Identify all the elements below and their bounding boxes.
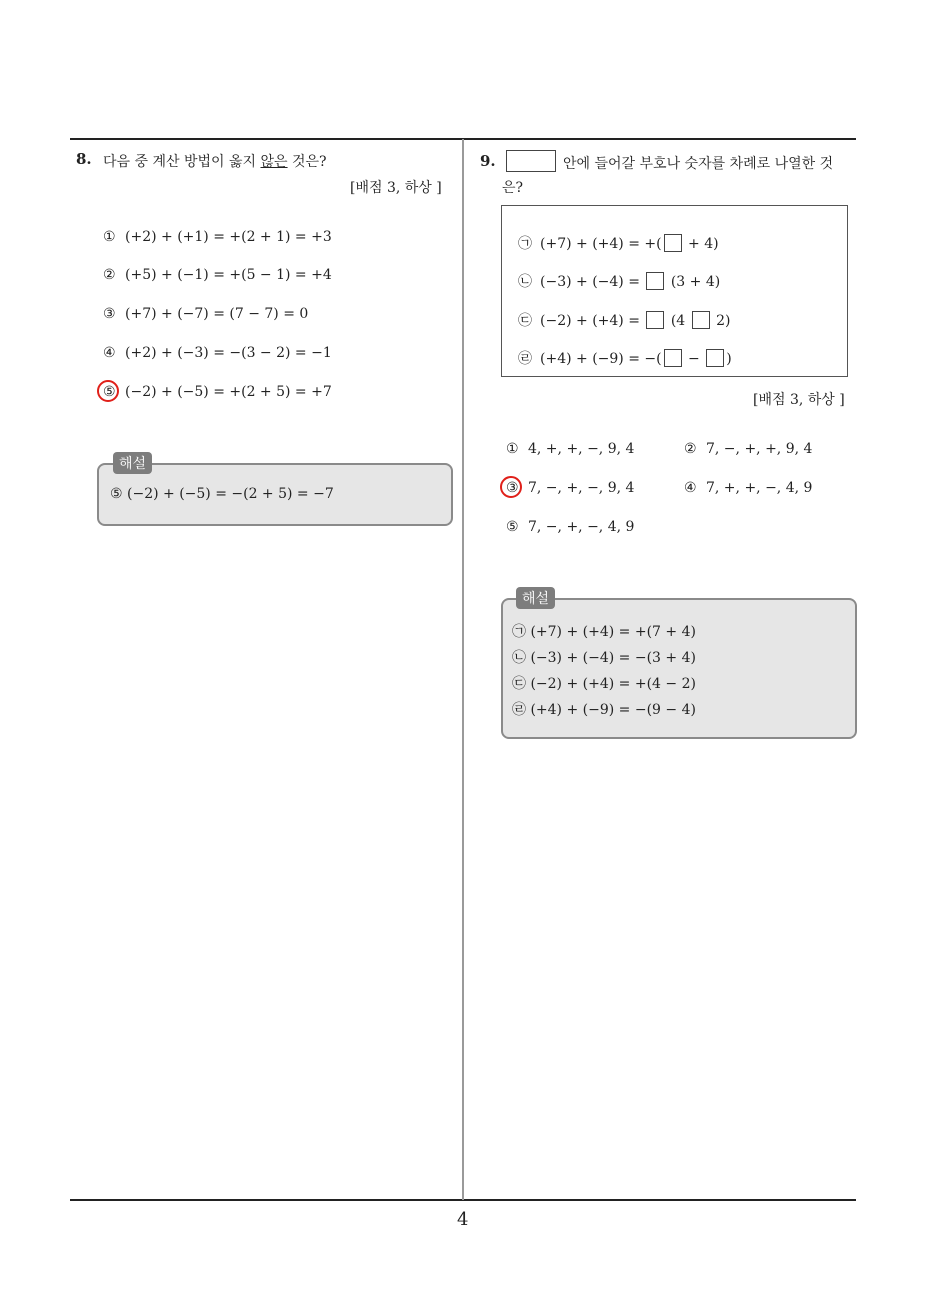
q8-choice-5[interactable] [103, 384, 332, 400]
choice-number: ① [103, 229, 116, 245]
q9-box-item-b [518, 271, 720, 291]
choice-expression: (+2) + (+1) = +(2 + 1) = +3 [125, 229, 332, 245]
q9-explanation-line-3: ㉢ (−2) + (+4) = +(4 − 2) [512, 676, 696, 692]
q9-number: 9. [480, 152, 496, 170]
column-divider [462, 139, 464, 1200]
q9-box-item-a [518, 233, 719, 253]
blank-square [646, 311, 664, 329]
q8-explanation-line: ⑤ (−2) + (−5) = −(2 + 5) = −7 [110, 486, 334, 502]
item-label: ㉢ [518, 313, 532, 329]
choice-number: ① [506, 441, 519, 457]
choice-number: ③ [506, 480, 519, 496]
item-expr-part: (3 + 4) [666, 274, 721, 290]
q8-answer-mark [97, 380, 119, 402]
q8-question [103, 151, 327, 171]
blank-square [706, 349, 724, 367]
q9-blank-box [506, 150, 556, 172]
item-expr-part: (4 [666, 313, 690, 329]
q9-explanation-line-2: ㉡ (−3) + (−4) = −(3 + 4) [512, 650, 696, 666]
choice-text: 7, −, +, −, 9, 4 [528, 480, 635, 496]
blank-square [692, 311, 710, 329]
q8-choice-3[interactable] [103, 306, 308, 322]
q8-choice-2[interactable] [103, 267, 332, 283]
item-expr-part: 2) [711, 313, 731, 329]
q9-explanation-line-1: ㉠ (+7) + (+4) = +(7 + 4) [512, 624, 696, 640]
choice-number: ④ [103, 345, 116, 361]
choice-text: 7, −, +, −, 4, 9 [528, 519, 635, 535]
q9-choice-1[interactable] [506, 441, 634, 457]
item-label: ㉡ [518, 274, 532, 290]
blank-square [646, 272, 664, 290]
choice-number: ④ [684, 480, 697, 496]
q9-explanation-tag: 해설 [516, 587, 555, 609]
item-expr-part: (−2) + (+4) = [540, 313, 645, 329]
q9-explanation-line-4: ㉣ (+4) + (−9) = −(9 − 4) [512, 702, 696, 718]
choice-number: ⑤ [103, 384, 116, 400]
q9-box-item-d [518, 348, 732, 368]
q8-text-after: 것은? [287, 154, 327, 170]
item-expr-part: (+7) + (+4) = +( [540, 236, 662, 252]
q9-box-item-c [518, 310, 731, 330]
blank-square [664, 234, 682, 252]
q8-text-before: 다음 중 계산 방법이 옳지 [103, 154, 261, 170]
q8-explanation-tag: 해설 [113, 452, 152, 474]
choice-expression: (+5) + (−1) = +(5 − 1) = +4 [125, 267, 332, 283]
choice-expression: (−2) + (−5) = +(2 + 5) = +7 [125, 384, 332, 400]
q9-question-line1: 안에 들어갈 부호나 숫자를 차례로 나열한 것 [563, 156, 834, 172]
choice-number: ③ [103, 306, 116, 322]
item-expr-part: ) [726, 351, 732, 367]
q9-choice-5[interactable] [506, 519, 634, 535]
item-expr-part: (+4) + (−9) = −( [540, 351, 662, 367]
choice-text: 7, +, +, −, 4, 9 [706, 480, 813, 496]
q9-choice-3[interactable] [506, 480, 634, 496]
choice-text: 7, −, +, +, 9, 4 [706, 441, 813, 457]
q9-choice-4[interactable] [684, 480, 812, 496]
q9-score: [배점 3, 하상 ] [753, 392, 845, 408]
item-expr-part: (−3) + (−4) = [540, 274, 645, 290]
choice-number: ② [103, 267, 116, 283]
q9-answer-mark [500, 476, 522, 498]
q8-choice-1[interactable] [103, 229, 332, 245]
item-label: ㉣ [518, 351, 532, 367]
q8-score: [배점 3, 하상 ] [350, 180, 442, 196]
blank-square [664, 349, 682, 367]
page-number: 4 [457, 1209, 469, 1230]
choice-number: ⑤ [506, 519, 519, 535]
choice-expression: (+7) + (−7) = (7 − 7) = 0 [125, 306, 309, 322]
item-label: ㉠ [518, 236, 532, 252]
q9-question-line2: 은? [502, 180, 524, 196]
q9-choice-2[interactable] [684, 441, 812, 457]
item-expr-part: − [683, 351, 705, 367]
item-expr-part: + 4) [683, 236, 719, 252]
q8-number: 8. [76, 150, 92, 168]
choice-text: 4, +, +, −, 9, 4 [528, 441, 635, 457]
q8-text-underlined: 않은 [260, 154, 288, 170]
choice-expression: (+2) + (−3) = −(3 − 2) = −1 [125, 345, 332, 361]
q8-choice-4[interactable] [103, 345, 332, 361]
choice-number: ② [684, 441, 697, 457]
